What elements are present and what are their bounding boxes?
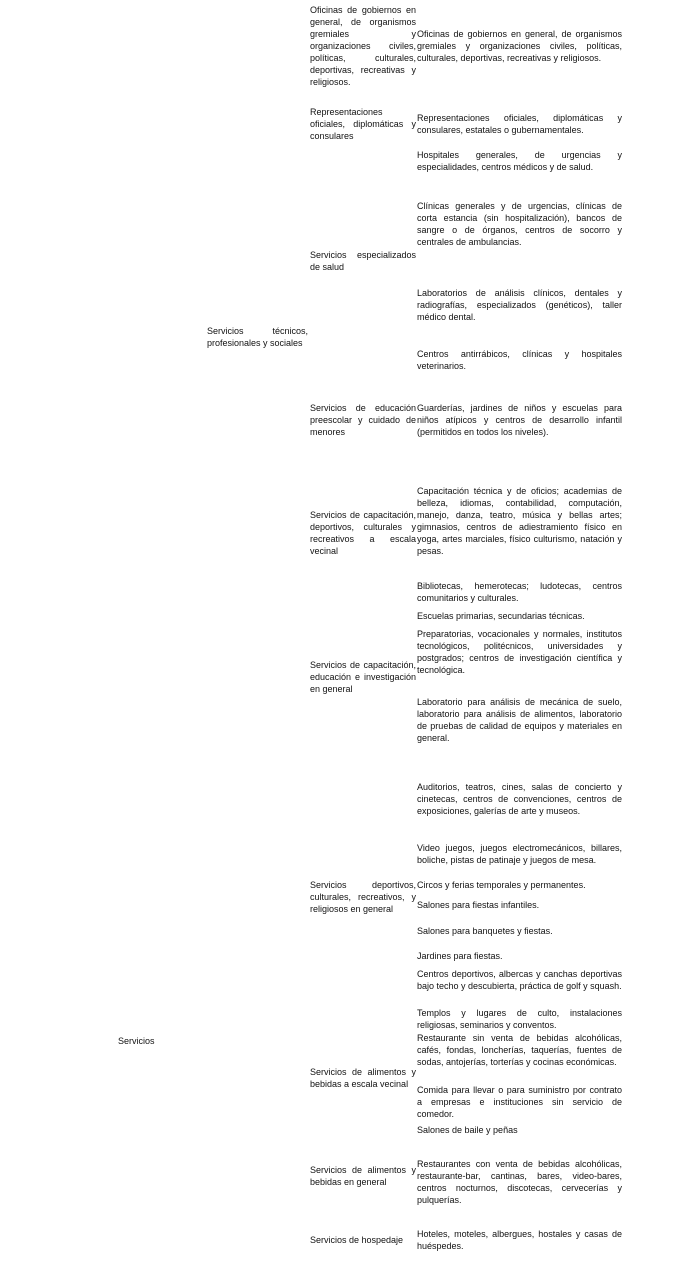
use-item: Salones para fiestas infantiles. [417,900,540,910]
use-item: Comida para llevar o para suministro por contrato a empresas e instituciones sin servicio de comedor. [417,1085,622,1119]
category-deportivos-general: Servicios deportivos, culturales, recreativos, y religiosos en general [310,880,416,914]
use-item: Restaurantes con venta de bebidas alcohólicas, restaurante-bar, cantinas, bares, video-bares, centros nocturnos, discotecas, cervecerías y pulquerías. [417,1159,622,1205]
use-item: Auditorios, teatros, cines, salas de concierto y cinetecas, centros de convenciones, centros de exposiciones, galerías de arte y museos. [417,782,622,816]
use-item: Guarderías, jardines de niños y escuelas para niños atípicos y centros de desarrollo infantil (permitidos en todos los niveles). [417,403,622,437]
category-oficinas: Oficinas de gobiernos en general, de organismos gremiales y organizaciones civiles, políticas, culturales, deportivas, recreativas y religiosos. [310,5,416,87]
use-item: Salones para banquetes y fiestas. [417,926,553,936]
use-item: Escuelas primarias, secundarias técnicas. [417,611,585,621]
category-representaciones: Representaciones oficiales, diplomáticas y consulares [310,107,416,141]
use-item: Preparatorias, vocacionales y normales, institutos tecnológicos, politécnicos, universidades y postgrados; centros de investigación científica y tecnológica. [417,629,622,675]
level1-label: Servicios [118,1036,155,1046]
use-item: Capacitación técnica y de oficios; academias de belleza, idiomas, contabilidad, computación, manejo, danza, teatro, música y bellas artes; gimnasios, centros de adiestramiento físico en yoga, artes marciales, físico culturismo, natación y pesas. [417,486,622,556]
category-hospedaje: Servicios de hospedaje [310,1235,404,1245]
category-salud: Servicios especializados de salud [310,250,416,272]
use-item: Representaciones oficiales, diplomáticas y consulares, estatales o gubernamentales. [417,113,622,135]
use-item: Circos y ferias temporales y permanentes. [417,880,586,890]
use-item: Templos y lugares de culto, instalaciones religiosas, seminarios y conventos. [417,1008,622,1030]
use-item: Bibliotecas, hemerotecas; ludotecas, centros comunitarios y culturales. [417,581,622,603]
category-capacitacion-vecinal: Servicios de capacitación, deportivos, culturales y recreativos a escala vecinal [310,510,416,556]
category-alimentos-general: Servicios de alimentos y bebidas en general [310,1165,416,1187]
use-item: Salones de baile y peñas [417,1125,518,1135]
use-item: Oficinas de gobiernos en general, de organismos gremiales y organizaciones civiles, políticas, culturales, deportivas, recreativas y religiosos. [417,29,622,63]
use-item: Hospitales generales, de urgencias y especialidades, centros médicos y de salud. [417,150,622,172]
use-item: Centros deportivos, albercas y canchas deportivas bajo techo y descubierta, práctica de golf y squash. [417,969,622,991]
use-item: Laboratorios de análisis clínicos, dentales y radiografías, especializados (genéticos), taller médico dental. [417,288,622,322]
use-item: Hoteles, moteles, albergues, hostales y casas de huéspedes. [417,1229,622,1251]
category-alimentos-vecinal: Servicios de alimentos y bebidas a escala vecinal [310,1067,416,1089]
use-item: Clínicas generales y de urgencias, clínicas de corta estancia (sin hospitalización), bancos de sangre o de órganos, centros de socorro y centrales de ambulancias. [417,201,622,247]
use-item: Jardines para fiestas. [417,951,503,961]
use-item: Restaurante sin venta de bebidas alcohólicas, cafés, fondas, loncherías, taquerías, fuentes de sodas, antojerías, torterías y cocinas económicas. [417,1033,622,1067]
use-item: Centros antirrábicos, clínicas y hospitales veterinarios. [417,349,622,371]
category-educacion-preescolar: Servicios de educación preescolar y cuidado de menores [310,403,416,437]
use-item: Laboratorio para análisis de mecánica de suelo, laboratorio para análisis de alimentos, laboratorio de pruebas de calidad de equipos y materiales en general. [417,697,622,743]
level2-label: Servicios técnicos, profesionales y sociales [207,326,308,348]
use-item: Video juegos, juegos electromecánicos, billares, boliche, pistas de patinaje y juegos de mesa. [417,843,622,865]
category-capacitacion-general: Servicios de capacitación, educación e investigación en general [310,660,416,694]
